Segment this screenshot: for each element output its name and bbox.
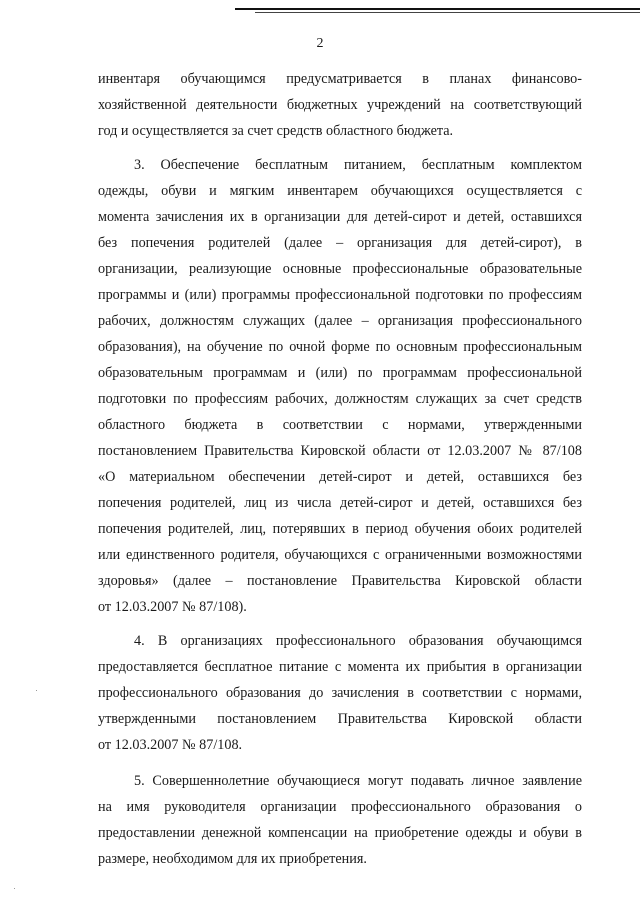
paragraph-continuation	[98, 66, 582, 144]
text-line: предоставляется бесплатное питание с момента их прибытия в организации	[98, 659, 582, 675]
text-line: организации, реализующие основные профессиональные образовательные	[98, 261, 582, 277]
text-line: здоровья» (далее – постановление Правительства Кировской области	[98, 573, 582, 589]
header-rule-thin	[255, 12, 640, 13]
text-line: профессионального образования до зачисления в соответствии с нормами,	[98, 685, 582, 701]
text-line: программы и (или) программы профессиональной подготовки по профессиям	[98, 287, 582, 303]
text-line: 4. В организациях профессионального образования обучающимся	[134, 633, 582, 649]
text-line: одежды, обуви и мягким инвентарем обучающихся осуществляется с	[98, 183, 582, 199]
text-line: постановлением Правительства Кировской области от 12.03.2007 № 87/108	[98, 443, 582, 459]
text-line: попечения родителей, лиц, потерявших в период обучения обоих родителей	[98, 521, 582, 537]
text-line: рабочих, должностям служащих (далее – организация профессионального	[98, 313, 582, 329]
text-line: или единственного родителя, обучающихся с ограниченными возможностями	[98, 547, 582, 563]
text-line: от 12.03.2007 № 87/108.	[98, 737, 243, 753]
text-line: областного бюджета в соответствии с нормами, утвержденными	[98, 417, 582, 433]
paragraph-3	[98, 152, 582, 620]
text-line: на имя руководителя организации профессионального образования о	[98, 799, 582, 815]
text-line: без попечения родителей (далее – организация для детей-сирот), в	[98, 235, 582, 251]
text-line: от 12.03.2007 № 87/108).	[98, 599, 247, 615]
page-number: 2	[316, 36, 324, 51]
text-line: момента зачисления их в организации для детей-сирот и детей, оставшихся	[98, 209, 582, 225]
paragraph-4	[98, 628, 582, 758]
text-line: предоставлении денежной компенсации на приобретение одежды и обуви в	[98, 825, 582, 841]
scan-speck	[36, 690, 37, 691]
scan-speck	[14, 888, 15, 889]
text-line: 3. Обеспечение бесплатным питанием, бесплатным комплектом	[134, 157, 582, 173]
text-line: размере, необходимом для их приобретения.	[98, 851, 367, 867]
text-line: утвержденными постановлением Правительства Кировской области	[98, 711, 582, 727]
text-line: инвентаря обучающимся предусматривается в планах финансово-	[98, 71, 582, 87]
text-line: образования), на обучение по очной форме по основным профессиональным	[98, 339, 582, 355]
text-line: хозяйственной деятельности бюджетных учреждений на соответствующий	[98, 97, 582, 113]
header-rule	[235, 8, 640, 10]
text-line: попечения родителей, лиц из числа детей-сирот и детей, оставшихся без	[98, 495, 582, 511]
text-line: «О материальном обеспечении детей-сирот и детей, оставшихся без	[98, 469, 582, 485]
paragraph-5	[98, 768, 582, 872]
text-line: образовательным программам и (или) по программам профессиональной	[98, 365, 582, 381]
text-line: год и осуществляется за счет средств областного бюджета.	[98, 123, 454, 139]
document-body	[98, 66, 582, 872]
text-line: подготовки по профессиям рабочих, должностям служащих за счет средств	[98, 391, 582, 407]
text-line: 5. Совершеннолетние обучающиеся могут подавать личное заявление	[134, 773, 582, 789]
